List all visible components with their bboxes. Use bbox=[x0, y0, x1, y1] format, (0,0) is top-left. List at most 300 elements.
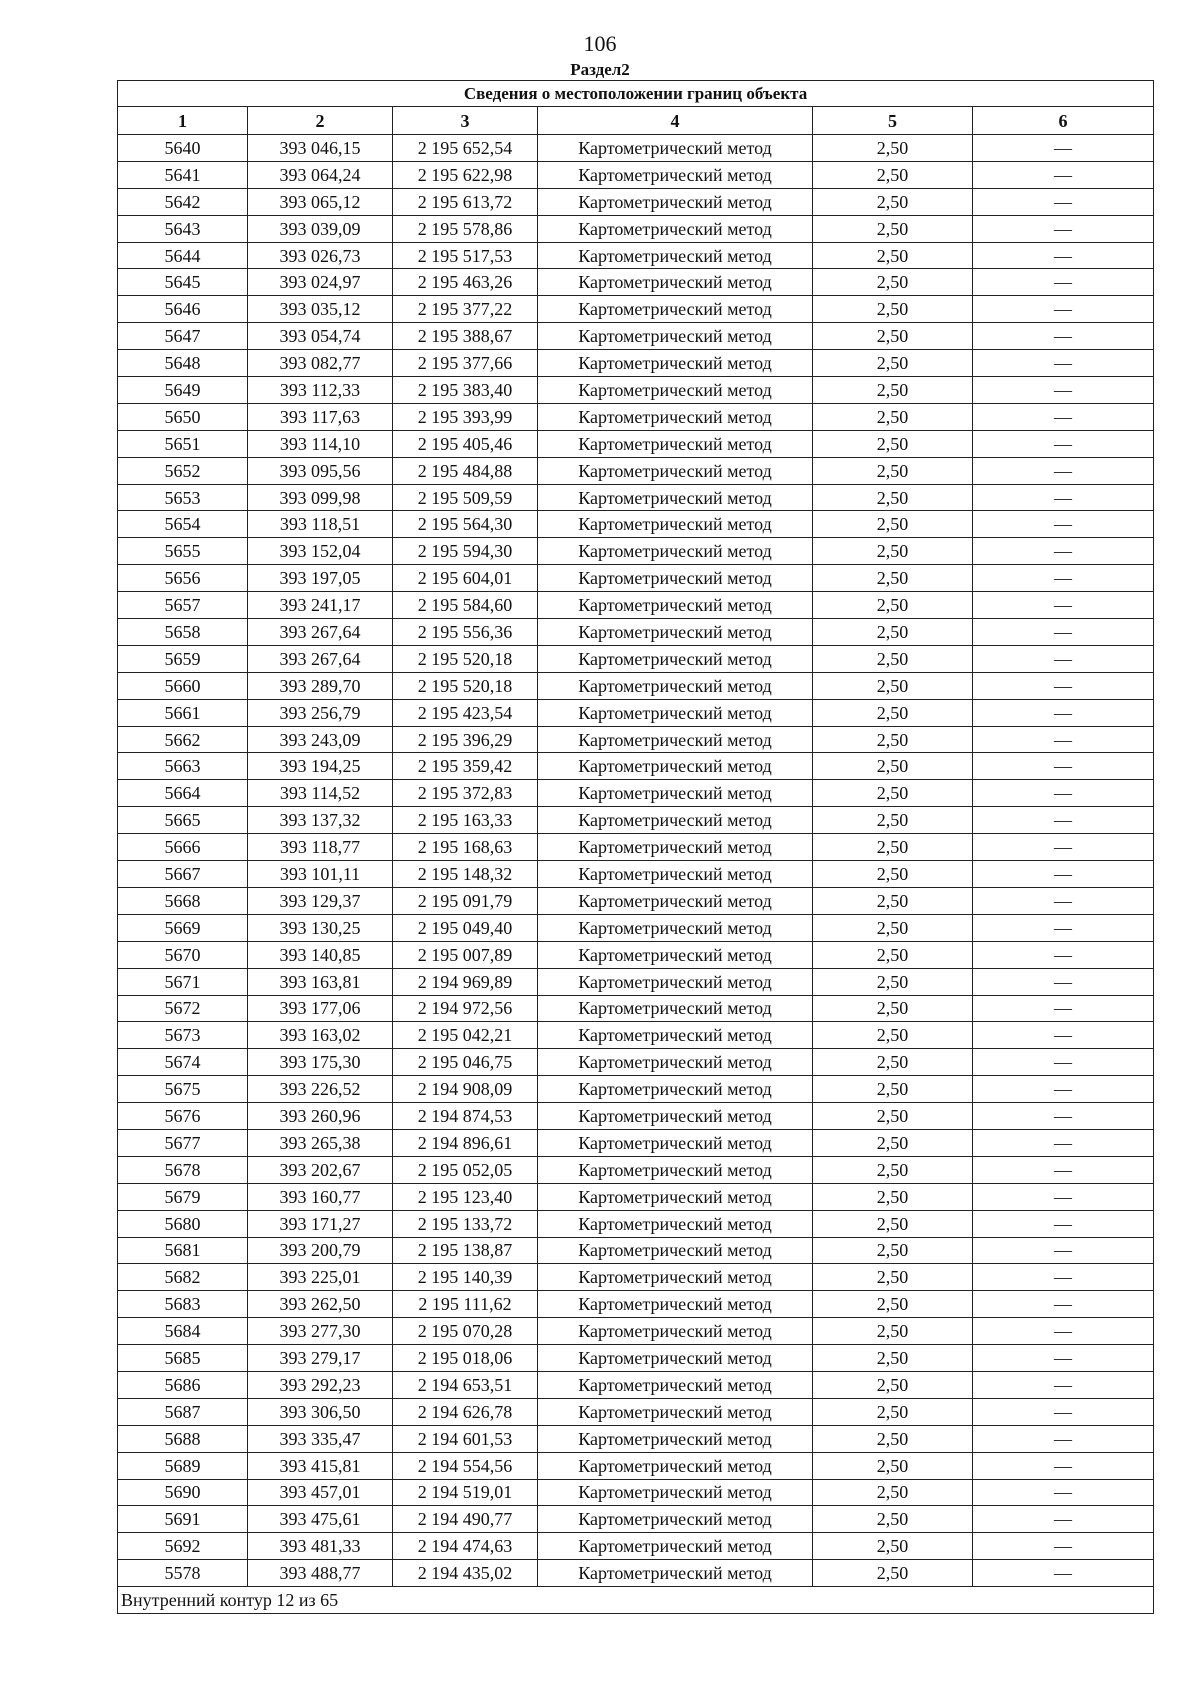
point-number-cell: 5645 bbox=[118, 269, 248, 296]
point-number-cell: 5677 bbox=[118, 1129, 248, 1156]
method-cell: Картометрический метод bbox=[538, 457, 813, 484]
point-number-cell: 5679 bbox=[118, 1183, 248, 1210]
description-cell: — bbox=[973, 1506, 1154, 1533]
table-row bbox=[118, 1210, 1154, 1237]
x-coordinate-cell: 393 171,27 bbox=[248, 1210, 393, 1237]
table-row bbox=[118, 1425, 1154, 1452]
x-coordinate-cell: 393 114,10 bbox=[248, 430, 393, 457]
point-number-cell: 5657 bbox=[118, 592, 248, 619]
method-cell: Картометрический метод bbox=[538, 887, 813, 914]
description-cell: — bbox=[973, 1560, 1154, 1587]
point-number-cell: 5653 bbox=[118, 484, 248, 511]
point-number-cell: 5685 bbox=[118, 1345, 248, 1372]
accuracy-cell: 2,50 bbox=[813, 1560, 973, 1587]
x-coordinate-cell: 393 225,01 bbox=[248, 1264, 393, 1291]
table-row bbox=[118, 1452, 1154, 1479]
accuracy-cell: 2,50 bbox=[813, 834, 973, 861]
accuracy-cell: 2,50 bbox=[813, 941, 973, 968]
point-number-cell: 5676 bbox=[118, 1103, 248, 1130]
point-number-cell: 5650 bbox=[118, 403, 248, 430]
x-coordinate-cell: 393 163,81 bbox=[248, 968, 393, 995]
footer-row bbox=[118, 1587, 1154, 1614]
point-number-cell: 5658 bbox=[118, 619, 248, 646]
accuracy-cell: 2,50 bbox=[813, 215, 973, 242]
accuracy-cell: 2,50 bbox=[813, 538, 973, 565]
y-coordinate-cell: 2 195 070,28 bbox=[393, 1318, 538, 1345]
y-coordinate-cell: 2 194 474,63 bbox=[393, 1533, 538, 1560]
accuracy-cell: 2,50 bbox=[813, 296, 973, 323]
table-row bbox=[118, 619, 1154, 646]
y-coordinate-cell: 2 195 613,72 bbox=[393, 188, 538, 215]
y-coordinate-cell: 2 195 148,32 bbox=[393, 861, 538, 888]
description-cell: — bbox=[973, 968, 1154, 995]
x-coordinate-cell: 393 099,98 bbox=[248, 484, 393, 511]
column-header: 5 bbox=[813, 107, 973, 135]
description-cell: — bbox=[973, 1318, 1154, 1345]
table-row bbox=[118, 753, 1154, 780]
accuracy-cell: 2,50 bbox=[813, 914, 973, 941]
method-cell: Картометрический метод bbox=[538, 780, 813, 807]
accuracy-cell: 2,50 bbox=[813, 592, 973, 619]
table-row bbox=[118, 1264, 1154, 1291]
point-number-cell: 5655 bbox=[118, 538, 248, 565]
x-coordinate-cell: 393 101,11 bbox=[248, 861, 393, 888]
y-coordinate-cell: 2 194 969,89 bbox=[393, 968, 538, 995]
point-number-cell: 5691 bbox=[118, 1506, 248, 1533]
y-coordinate-cell: 2 194 435,02 bbox=[393, 1560, 538, 1587]
y-coordinate-cell: 2 195 140,39 bbox=[393, 1264, 538, 1291]
point-number-cell: 5673 bbox=[118, 1022, 248, 1049]
table-row bbox=[118, 403, 1154, 430]
accuracy-cell: 2,50 bbox=[813, 403, 973, 430]
x-coordinate-cell: 393 457,01 bbox=[248, 1479, 393, 1506]
table-title: Сведения о местоположении границ объекта bbox=[118, 81, 1154, 107]
x-coordinate-cell: 393 226,52 bbox=[248, 1076, 393, 1103]
description-cell: — bbox=[973, 914, 1154, 941]
point-number-cell: 5667 bbox=[118, 861, 248, 888]
method-cell: Картометрический метод bbox=[538, 350, 813, 377]
column-header: 6 bbox=[973, 107, 1154, 135]
description-cell: — bbox=[973, 296, 1154, 323]
method-cell: Картометрический метод bbox=[538, 699, 813, 726]
point-number-cell: 5659 bbox=[118, 645, 248, 672]
table-row bbox=[118, 1533, 1154, 1560]
description-cell: — bbox=[973, 1210, 1154, 1237]
description-cell: — bbox=[973, 350, 1154, 377]
x-coordinate-cell: 393 265,38 bbox=[248, 1129, 393, 1156]
method-cell: Картометрический метод bbox=[538, 1560, 813, 1587]
accuracy-cell: 2,50 bbox=[813, 1103, 973, 1130]
x-coordinate-cell: 393 267,64 bbox=[248, 619, 393, 646]
method-cell: Картометрический метод bbox=[538, 1103, 813, 1130]
point-number-cell: 5647 bbox=[118, 323, 248, 350]
x-coordinate-cell: 393 279,17 bbox=[248, 1345, 393, 1372]
y-coordinate-cell: 2 194 490,77 bbox=[393, 1506, 538, 1533]
y-coordinate-cell: 2 195 052,05 bbox=[393, 1156, 538, 1183]
accuracy-cell: 2,50 bbox=[813, 807, 973, 834]
method-cell: Картометрический метод bbox=[538, 188, 813, 215]
y-coordinate-cell: 2 194 874,53 bbox=[393, 1103, 538, 1130]
y-coordinate-cell: 2 195 168,63 bbox=[393, 834, 538, 861]
table-row bbox=[118, 672, 1154, 699]
table-row bbox=[118, 861, 1154, 888]
description-cell: — bbox=[973, 1049, 1154, 1076]
description-cell: — bbox=[973, 941, 1154, 968]
point-number-cell: 5663 bbox=[118, 753, 248, 780]
y-coordinate-cell: 2 195 007,89 bbox=[393, 941, 538, 968]
x-coordinate-cell: 393 256,79 bbox=[248, 699, 393, 726]
accuracy-cell: 2,50 bbox=[813, 619, 973, 646]
y-coordinate-cell: 2 195 359,42 bbox=[393, 753, 538, 780]
y-coordinate-cell: 2 195 604,01 bbox=[393, 565, 538, 592]
section-label: Раздел2 bbox=[570, 60, 630, 79]
point-number-cell: 5678 bbox=[118, 1156, 248, 1183]
table-row bbox=[118, 1156, 1154, 1183]
description-cell: — bbox=[973, 672, 1154, 699]
x-coordinate-cell: 393 046,15 bbox=[248, 135, 393, 162]
description-cell: — bbox=[973, 135, 1154, 162]
x-coordinate-cell: 393 065,12 bbox=[248, 188, 393, 215]
column-header: 4 bbox=[538, 107, 813, 135]
table-row bbox=[118, 161, 1154, 188]
table-row bbox=[118, 135, 1154, 162]
description-cell: — bbox=[973, 457, 1154, 484]
description-cell: — bbox=[973, 565, 1154, 592]
point-number-cell: 5671 bbox=[118, 968, 248, 995]
accuracy-cell: 2,50 bbox=[813, 995, 973, 1022]
x-coordinate-cell: 393 277,30 bbox=[248, 1318, 393, 1345]
method-cell: Картометрический метод bbox=[538, 1210, 813, 1237]
y-coordinate-cell: 2 195 584,60 bbox=[393, 592, 538, 619]
x-coordinate-cell: 393 163,02 bbox=[248, 1022, 393, 1049]
y-coordinate-cell: 2 195 163,33 bbox=[393, 807, 538, 834]
table-row bbox=[118, 1022, 1154, 1049]
x-coordinate-cell: 393 177,06 bbox=[248, 995, 393, 1022]
point-number-cell: 5640 bbox=[118, 135, 248, 162]
accuracy-cell: 2,50 bbox=[813, 242, 973, 269]
method-cell: Картометрический метод bbox=[538, 1533, 813, 1560]
y-coordinate-cell: 2 195 484,88 bbox=[393, 457, 538, 484]
y-coordinate-cell: 2 194 519,01 bbox=[393, 1479, 538, 1506]
table-row bbox=[118, 941, 1154, 968]
accuracy-cell: 2,50 bbox=[813, 457, 973, 484]
description-cell: — bbox=[973, 1156, 1154, 1183]
point-number-cell: 5664 bbox=[118, 780, 248, 807]
accuracy-cell: 2,50 bbox=[813, 645, 973, 672]
table-row bbox=[118, 484, 1154, 511]
table-row bbox=[118, 1371, 1154, 1398]
contour-note: Внутренний контур 12 из 65 bbox=[118, 1587, 1154, 1614]
y-coordinate-cell: 2 195 564,30 bbox=[393, 511, 538, 538]
description-cell: — bbox=[973, 592, 1154, 619]
description-cell: — bbox=[973, 430, 1154, 457]
point-number-cell: 5686 bbox=[118, 1371, 248, 1398]
x-coordinate-cell: 393 415,81 bbox=[248, 1452, 393, 1479]
x-coordinate-cell: 393 117,63 bbox=[248, 403, 393, 430]
accuracy-cell: 2,50 bbox=[813, 1049, 973, 1076]
description-cell: — bbox=[973, 995, 1154, 1022]
table-row bbox=[118, 887, 1154, 914]
accuracy-cell: 2,50 bbox=[813, 565, 973, 592]
x-coordinate-cell: 393 118,77 bbox=[248, 834, 393, 861]
y-coordinate-cell: 2 195 133,72 bbox=[393, 1210, 538, 1237]
table-row bbox=[118, 1237, 1154, 1264]
description-cell: — bbox=[973, 861, 1154, 888]
accuracy-cell: 2,50 bbox=[813, 161, 973, 188]
accuracy-cell: 2,50 bbox=[813, 1533, 973, 1560]
method-cell: Картометрический метод bbox=[538, 269, 813, 296]
column-header: 1 bbox=[118, 107, 248, 135]
description-cell: — bbox=[973, 1452, 1154, 1479]
point-number-cell: 5651 bbox=[118, 430, 248, 457]
description-cell: — bbox=[973, 1398, 1154, 1425]
description-cell: — bbox=[973, 1103, 1154, 1130]
description-cell: — bbox=[973, 1237, 1154, 1264]
x-coordinate-cell: 393 202,67 bbox=[248, 1156, 393, 1183]
method-cell: Картометрический метод bbox=[538, 753, 813, 780]
table-row bbox=[118, 1318, 1154, 1345]
point-number-cell: 5675 bbox=[118, 1076, 248, 1103]
description-cell: — bbox=[973, 1345, 1154, 1372]
accuracy-cell: 2,50 bbox=[813, 1345, 973, 1372]
method-cell: Картометрический метод bbox=[538, 1425, 813, 1452]
point-number-cell: 5661 bbox=[118, 699, 248, 726]
description-cell: — bbox=[973, 323, 1154, 350]
point-number-cell: 5672 bbox=[118, 995, 248, 1022]
x-coordinate-cell: 393 130,25 bbox=[248, 914, 393, 941]
method-cell: Картометрический метод bbox=[538, 861, 813, 888]
method-cell: Картометрический метод bbox=[538, 1183, 813, 1210]
method-cell: Картометрический метод bbox=[538, 645, 813, 672]
table-row bbox=[118, 1103, 1154, 1130]
x-coordinate-cell: 393 488,77 bbox=[248, 1560, 393, 1587]
x-coordinate-cell: 393 481,33 bbox=[248, 1533, 393, 1560]
x-coordinate-cell: 393 152,04 bbox=[248, 538, 393, 565]
y-coordinate-cell: 2 195 622,98 bbox=[393, 161, 538, 188]
accuracy-cell: 2,50 bbox=[813, 269, 973, 296]
description-cell: — bbox=[973, 619, 1154, 646]
accuracy-cell: 2,50 bbox=[813, 1156, 973, 1183]
table-row bbox=[118, 1345, 1154, 1372]
method-cell: Картометрический метод bbox=[538, 135, 813, 162]
accuracy-cell: 2,50 bbox=[813, 323, 973, 350]
table-row bbox=[118, 565, 1154, 592]
table-row bbox=[118, 377, 1154, 404]
x-coordinate-cell: 393 054,74 bbox=[248, 323, 393, 350]
x-coordinate-cell: 393 064,24 bbox=[248, 161, 393, 188]
y-coordinate-cell: 2 195 578,86 bbox=[393, 215, 538, 242]
column-header: 2 bbox=[248, 107, 393, 135]
accuracy-cell: 2,50 bbox=[813, 861, 973, 888]
method-cell: Картометрический метод bbox=[538, 914, 813, 941]
point-number-cell: 5642 bbox=[118, 188, 248, 215]
accuracy-cell: 2,50 bbox=[813, 726, 973, 753]
method-cell: Картометрический метод bbox=[538, 1022, 813, 1049]
method-cell: Картометрический метод bbox=[538, 484, 813, 511]
point-number-cell: 5682 bbox=[118, 1264, 248, 1291]
accuracy-cell: 2,50 bbox=[813, 1291, 973, 1318]
y-coordinate-cell: 2 195 383,40 bbox=[393, 377, 538, 404]
table-row bbox=[118, 269, 1154, 296]
accuracy-cell: 2,50 bbox=[813, 780, 973, 807]
description-cell: — bbox=[973, 1264, 1154, 1291]
method-cell: Картометрический метод bbox=[538, 995, 813, 1022]
x-coordinate-cell: 393 140,85 bbox=[248, 941, 393, 968]
table-row bbox=[118, 1129, 1154, 1156]
method-cell: Картометрический метод bbox=[538, 1129, 813, 1156]
method-cell: Картометрический метод bbox=[538, 1479, 813, 1506]
x-coordinate-cell: 393 267,64 bbox=[248, 645, 393, 672]
method-cell: Картометрический метод bbox=[538, 511, 813, 538]
description-cell: — bbox=[973, 753, 1154, 780]
method-cell: Картометрический метод bbox=[538, 538, 813, 565]
x-coordinate-cell: 393 475,61 bbox=[248, 1506, 393, 1533]
description-cell: — bbox=[973, 699, 1154, 726]
accuracy-cell: 2,50 bbox=[813, 699, 973, 726]
point-number-cell: 5666 bbox=[118, 834, 248, 861]
accuracy-cell: 2,50 bbox=[813, 430, 973, 457]
y-coordinate-cell: 2 195 594,30 bbox=[393, 538, 538, 565]
point-number-cell: 5683 bbox=[118, 1291, 248, 1318]
x-coordinate-cell: 393 243,09 bbox=[248, 726, 393, 753]
table-row bbox=[118, 242, 1154, 269]
description-cell: — bbox=[973, 726, 1154, 753]
y-coordinate-cell: 2 195 405,46 bbox=[393, 430, 538, 457]
method-cell: Картометрический метод bbox=[538, 1237, 813, 1264]
x-coordinate-cell: 393 026,73 bbox=[248, 242, 393, 269]
description-cell: — bbox=[973, 1425, 1154, 1452]
x-coordinate-cell: 393 114,52 bbox=[248, 780, 393, 807]
description-cell: — bbox=[973, 1371, 1154, 1398]
table-row bbox=[118, 1049, 1154, 1076]
point-number-cell: 5687 bbox=[118, 1398, 248, 1425]
method-cell: Картометрический метод bbox=[538, 1371, 813, 1398]
point-number-cell: 5662 bbox=[118, 726, 248, 753]
accuracy-cell: 2,50 bbox=[813, 1264, 973, 1291]
x-coordinate-cell: 393 095,56 bbox=[248, 457, 393, 484]
description-cell: — bbox=[973, 511, 1154, 538]
description-cell: — bbox=[973, 780, 1154, 807]
method-cell: Картометрический метод bbox=[538, 941, 813, 968]
x-coordinate-cell: 393 118,51 bbox=[248, 511, 393, 538]
y-coordinate-cell: 2 195 556,36 bbox=[393, 619, 538, 646]
x-coordinate-cell: 393 175,30 bbox=[248, 1049, 393, 1076]
table-body bbox=[118, 135, 1154, 1587]
table-row bbox=[118, 645, 1154, 672]
method-cell: Картометрический метод bbox=[538, 323, 813, 350]
method-cell: Картометрический метод bbox=[538, 592, 813, 619]
y-coordinate-cell: 2 195 423,54 bbox=[393, 699, 538, 726]
description-cell: — bbox=[973, 1183, 1154, 1210]
y-coordinate-cell: 2 195 042,21 bbox=[393, 1022, 538, 1049]
y-coordinate-cell: 2 195 046,75 bbox=[393, 1049, 538, 1076]
table-row bbox=[118, 538, 1154, 565]
table-row bbox=[118, 350, 1154, 377]
x-coordinate-cell: 393 082,77 bbox=[248, 350, 393, 377]
accuracy-cell: 2,50 bbox=[813, 1425, 973, 1452]
method-cell: Картометрический метод bbox=[538, 1506, 813, 1533]
table-row bbox=[118, 699, 1154, 726]
method-cell: Картометрический метод bbox=[538, 565, 813, 592]
description-cell: — bbox=[973, 1022, 1154, 1049]
description-cell: — bbox=[973, 1129, 1154, 1156]
point-number-cell: 5654 bbox=[118, 511, 248, 538]
description-cell: — bbox=[973, 403, 1154, 430]
method-cell: Картометрический метод bbox=[538, 1452, 813, 1479]
table-row bbox=[118, 1506, 1154, 1533]
method-cell: Картометрический метод bbox=[538, 1398, 813, 1425]
y-coordinate-cell: 2 195 520,18 bbox=[393, 645, 538, 672]
description-cell: — bbox=[973, 242, 1154, 269]
table-row bbox=[118, 914, 1154, 941]
accuracy-cell: 2,50 bbox=[813, 1398, 973, 1425]
method-cell: Картометрический метод bbox=[538, 1345, 813, 1372]
page-number: 106 bbox=[583, 31, 617, 56]
point-number-cell: 5680 bbox=[118, 1210, 248, 1237]
accuracy-cell: 2,50 bbox=[813, 753, 973, 780]
table-row bbox=[118, 995, 1154, 1022]
accuracy-cell: 2,50 bbox=[813, 968, 973, 995]
description-cell: — bbox=[973, 1291, 1154, 1318]
table-row bbox=[118, 726, 1154, 753]
point-number-cell: 5660 bbox=[118, 672, 248, 699]
method-cell: Картометрический метод bbox=[538, 726, 813, 753]
y-coordinate-cell: 2 195 091,79 bbox=[393, 887, 538, 914]
accuracy-cell: 2,50 bbox=[813, 1371, 973, 1398]
y-coordinate-cell: 2 194 896,61 bbox=[393, 1129, 538, 1156]
point-number-cell: 5688 bbox=[118, 1425, 248, 1452]
description-cell: — bbox=[973, 887, 1154, 914]
method-cell: Картометрический метод bbox=[538, 215, 813, 242]
method-cell: Картометрический метод bbox=[538, 807, 813, 834]
point-number-cell: 5649 bbox=[118, 377, 248, 404]
description-cell: — bbox=[973, 538, 1154, 565]
y-coordinate-cell: 2 195 049,40 bbox=[393, 914, 538, 941]
description-cell: — bbox=[973, 215, 1154, 242]
method-cell: Картометрический метод bbox=[538, 296, 813, 323]
y-coordinate-cell: 2 195 377,66 bbox=[393, 350, 538, 377]
method-cell: Картометрический метод bbox=[538, 1291, 813, 1318]
table-row bbox=[118, 1560, 1154, 1587]
point-number-cell: 5684 bbox=[118, 1318, 248, 1345]
point-number-cell: 5690 bbox=[118, 1479, 248, 1506]
x-coordinate-cell: 393 260,96 bbox=[248, 1103, 393, 1130]
point-number-cell: 5669 bbox=[118, 914, 248, 941]
x-coordinate-cell: 393 292,23 bbox=[248, 1371, 393, 1398]
description-cell: — bbox=[973, 269, 1154, 296]
description-cell: — bbox=[973, 1479, 1154, 1506]
method-cell: Картометрический метод bbox=[538, 834, 813, 861]
y-coordinate-cell: 2 194 972,56 bbox=[393, 995, 538, 1022]
accuracy-cell: 2,50 bbox=[813, 1318, 973, 1345]
point-number-cell: 5689 bbox=[118, 1452, 248, 1479]
x-coordinate-cell: 393 335,47 bbox=[248, 1425, 393, 1452]
y-coordinate-cell: 2 194 626,78 bbox=[393, 1398, 538, 1425]
point-number-cell: 5641 bbox=[118, 161, 248, 188]
y-coordinate-cell: 2 195 123,40 bbox=[393, 1183, 538, 1210]
x-coordinate-cell: 393 306,50 bbox=[248, 1398, 393, 1425]
y-coordinate-cell: 2 195 393,99 bbox=[393, 403, 538, 430]
point-number-cell: 5643 bbox=[118, 215, 248, 242]
x-coordinate-cell: 393 035,12 bbox=[248, 296, 393, 323]
x-coordinate-cell: 393 262,50 bbox=[248, 1291, 393, 1318]
point-number-cell: 5646 bbox=[118, 296, 248, 323]
method-cell: Картометрический метод bbox=[538, 1264, 813, 1291]
y-coordinate-cell: 2 194 554,56 bbox=[393, 1452, 538, 1479]
x-coordinate-cell: 393 289,70 bbox=[248, 672, 393, 699]
description-cell: — bbox=[973, 188, 1154, 215]
accuracy-cell: 2,50 bbox=[813, 672, 973, 699]
